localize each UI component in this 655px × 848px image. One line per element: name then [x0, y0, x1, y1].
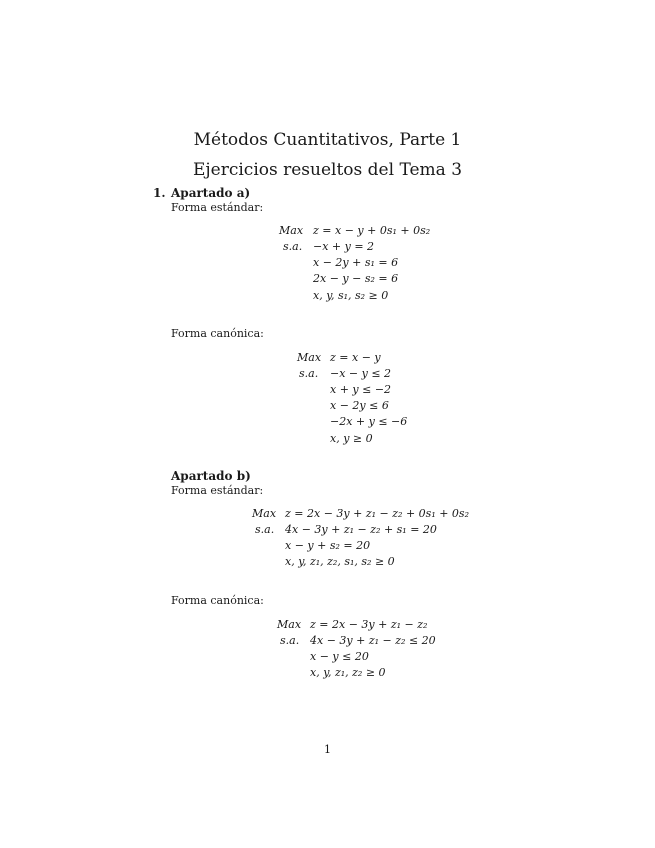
list-number: 1. [153, 186, 166, 200]
constraint: −2x + y ≤ −6 [330, 415, 408, 428]
constraint: x − y + s₂ = 20 [285, 539, 371, 552]
max-keyword: Max [297, 351, 322, 364]
sa-keyword: s.a. [280, 634, 300, 647]
nonnegativity-constraint: x, y, s₁, s₂ ≥ 0 [313, 289, 389, 302]
constraint: −x + y = 2 [313, 240, 375, 253]
section-a-standard-label: Forma estándar: [171, 201, 264, 214]
constraint: −x − y ≤ 2 [330, 367, 392, 380]
sa-keyword: s.a. [283, 240, 303, 253]
section-b-canonical-label: Forma canónica: [171, 594, 264, 607]
nonnegativity-constraint: x, y, z₁, z₂, s₁, s₂ ≥ 0 [285, 555, 395, 568]
constraint: 2x − y − s₂ = 6 [313, 272, 399, 285]
section-a-canonical-label: Forma canónica: [171, 327, 264, 340]
objective-function: z = 2x − 3y + z₁ − z₂ [310, 618, 428, 631]
constraint: x + y ≤ −2 [330, 383, 392, 396]
objective-function: z = x − y [330, 351, 381, 364]
max-keyword: Max [277, 618, 302, 631]
constraint: x − 2y + s₁ = 6 [313, 256, 399, 269]
nonnegativity-constraint: x, y ≥ 0 [330, 432, 373, 445]
sa-keyword: s.a. [255, 523, 275, 536]
objective-function: z = x − y + 0s₁ + 0s₂ [313, 224, 431, 237]
constraint: 4x − 3y + z₁ − z₂ ≤ 20 [310, 634, 436, 647]
max-keyword: Max [252, 507, 277, 520]
section-a-heading: Apartado a) [171, 186, 251, 200]
page-subtitle: Ejercicios resueltos del Tema 3 [192, 160, 463, 180]
page-number: 1 [324, 743, 331, 756]
page-title: Métodos Cuantitativos, Parte 1 [193, 130, 462, 150]
section-b-standard-label: Forma estándar: [171, 484, 264, 497]
sa-keyword: s.a. [299, 367, 319, 380]
objective-function: z = 2x − 3y + z₁ − z₂ + 0s₁ + 0s₂ [285, 507, 469, 520]
constraint: x − y ≤ 20 [310, 650, 369, 663]
nonnegativity-constraint: x, y, z₁, z₂ ≥ 0 [310, 666, 386, 679]
constraint: 4x − 3y + z₁ − z₂ + s₁ = 20 [285, 523, 437, 536]
max-keyword: Max [279, 224, 304, 237]
section-b-heading: Apartado b) [171, 469, 251, 483]
constraint: x − 2y ≤ 6 [330, 399, 389, 412]
